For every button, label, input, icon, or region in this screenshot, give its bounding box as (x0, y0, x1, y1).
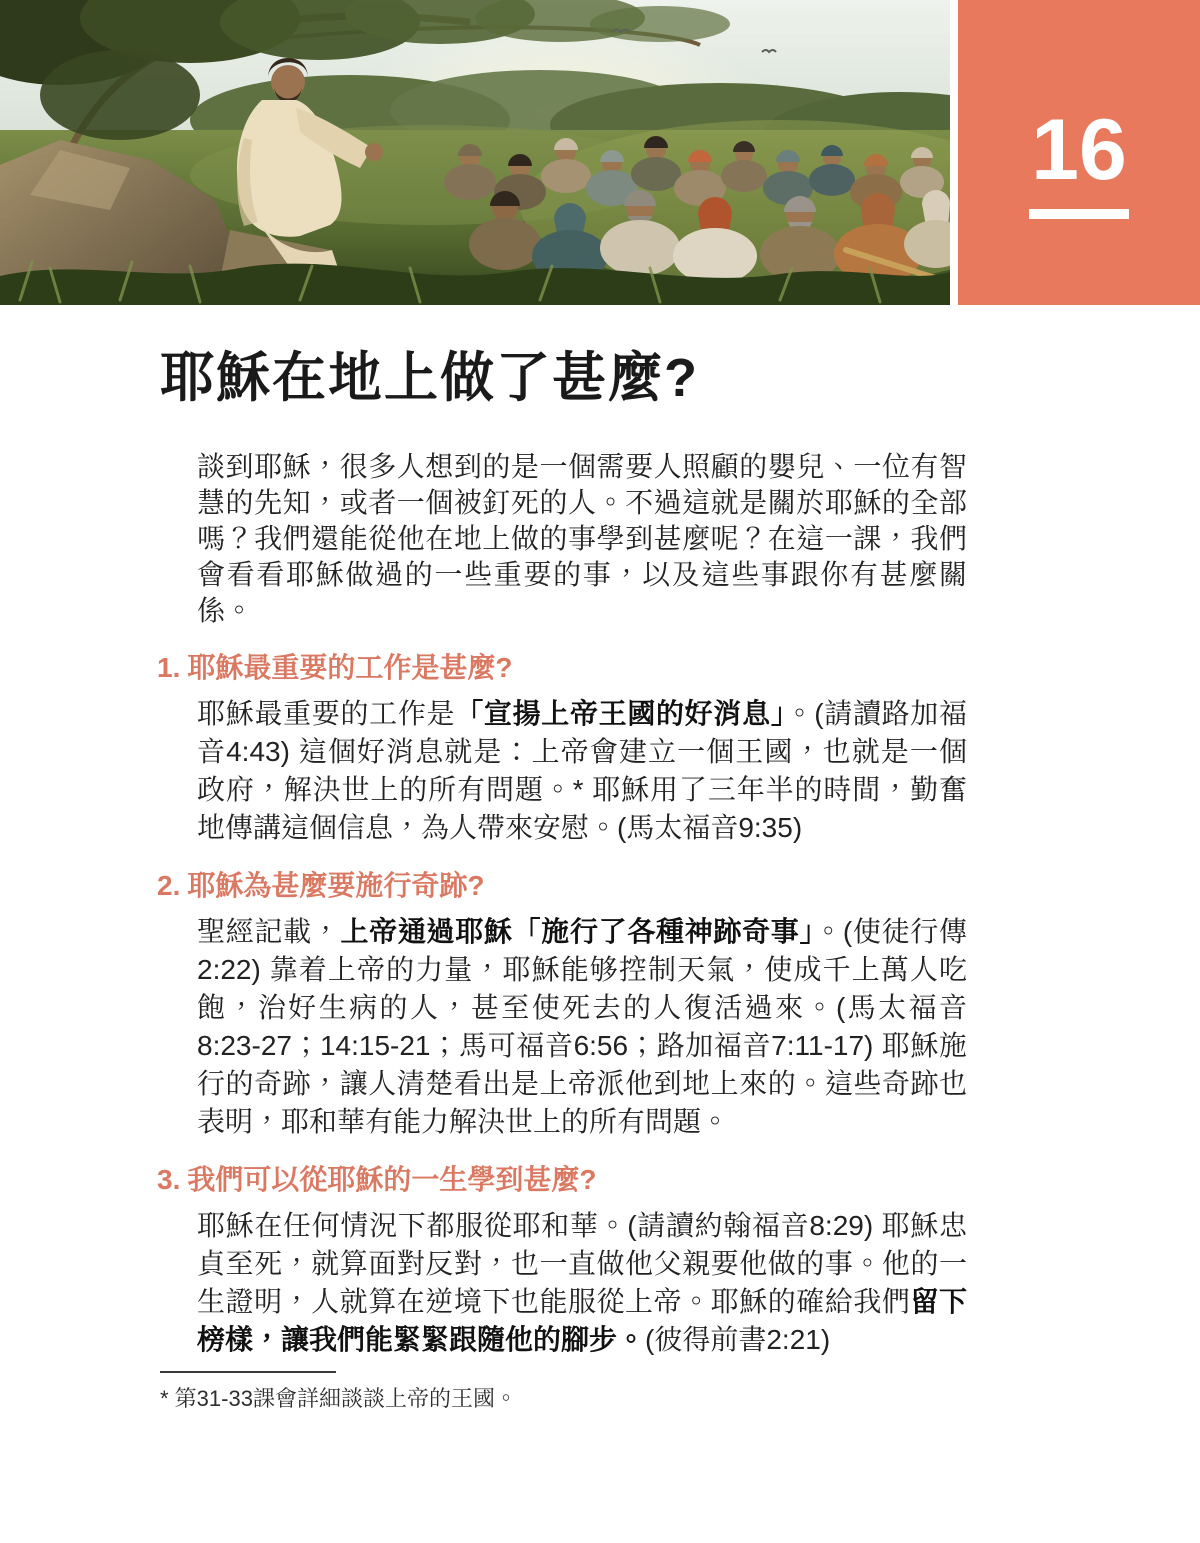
section-2-number: 2. (157, 870, 181, 901)
section-3-heading-text: 我們可以從耶穌的一生學到甚麼? (187, 1164, 597, 1195)
lesson-number-badge (958, 0, 1200, 305)
section-1-heading-text: 耶穌最重要的工作是甚麼? (187, 652, 513, 683)
section-3-number: 3. (157, 1164, 181, 1195)
lesson-number: 16 (1031, 101, 1127, 198)
section-3 (0, 1163, 1200, 1359)
section-1-number: 1. (157, 652, 181, 683)
footnote-divider (160, 1371, 336, 1373)
page-title: 耶穌在地上做了甚麼? (160, 348, 699, 408)
hero-row (0, 0, 1200, 305)
hero-photo-illustration (0, 0, 950, 305)
intro-paragraph: 談到耶穌，很多人想到的是一個需要人照顧的嬰兒、一位有智慧的先知，或者一個被釘死的人。不過這就是關於耶穌的全部嗎？我們還能從他在地上做的事學到甚麼呢？在這一課，我們會看看耶穌做過的一些重要的事，以及這些事跟你有甚麼關係。 (197, 451, 967, 626)
section-1 (0, 651, 1200, 847)
section-1-heading (157, 651, 1200, 685)
lesson-number-underline (1029, 209, 1129, 219)
hero-photo (0, 0, 950, 305)
footnote: * 第31-33課會詳細談談上帝的王國。 (160, 1386, 517, 1411)
section-2-body: 聖經記載，上帝通過耶穌「施行了各種神跡奇事」。(使徒行傳2:22) 靠着上帝的力量，耶穌能够控制天氣，使成千上萬人吃飽，治好生病的人，甚至使死去的人復活過來。(馬太福音8:23-27；14:15-21；馬可福音6:56；路加福音7:11-17) 耶穌施行的奇跡，讓人清楚看出是上帝派他到地上來的。這些奇跡也表明，耶和華有能力解決世上的所有問題。 (197, 916, 967, 1137)
section-3-heading (157, 1163, 1200, 1197)
section-2-heading-text: 耶穌為甚麼要施行奇跡? (187, 870, 485, 901)
section-3-body: 耶穌在任何情況下都服從耶和華。(請讀約翰福音8:29) 耶穌忠貞至死，就算面對反對，也一直做他父親要他做的事。他的一生證明，人就算在逆境下也能服從上帝。耶穌的確給我們留下榜樣，讓我們能緊緊跟隨他的腳步。(彼得前書2:21) (197, 1210, 967, 1355)
section-2-heading (157, 869, 1200, 903)
section-1-body: 耶穌最重要的工作是「宣揚上帝王國的好消息」。(請讀路加福音4:43) 這個好消息就是：上帝會建立一個王國，也就是一個政府，解決世上的所有問題。* 耶穌用了三年半的時間，勤奮地傳講這個信息，為人帶來安慰。(馬太福音9:35) (197, 698, 967, 843)
section-2 (0, 869, 1200, 1141)
